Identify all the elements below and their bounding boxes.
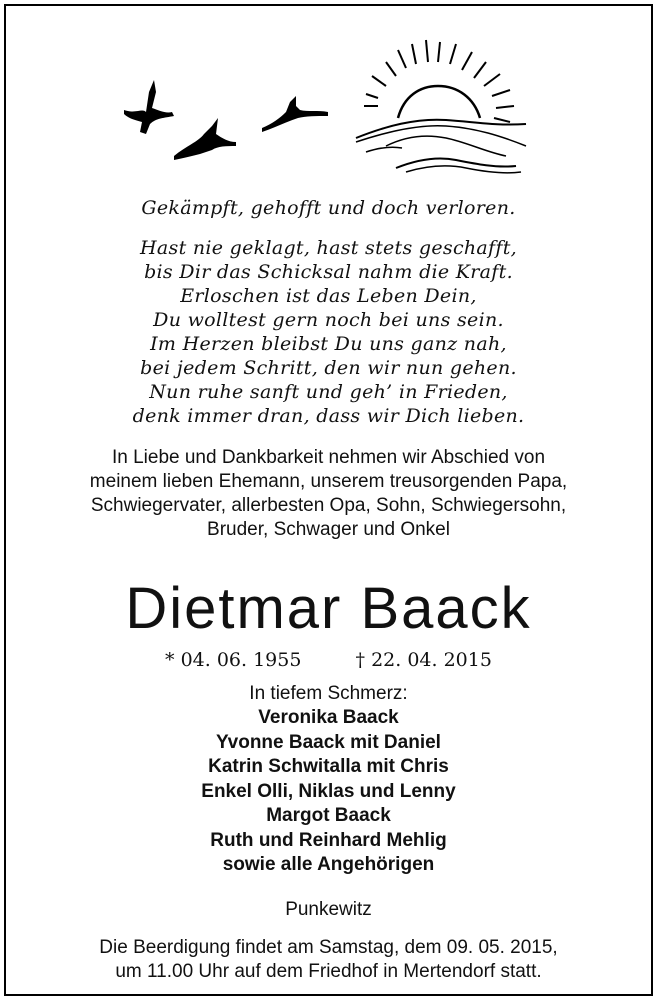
bird-icon [262,96,328,132]
poem-line: bis Dir das Schicksal nahm die Kraft. [144,261,513,283]
life-dates [6,648,651,672]
funeral-info [6,936,651,984]
mourner-name: Ruth und Reinhard Mehlig [210,829,447,851]
deceased-name: Dietmar Baack [125,576,532,641]
poem-opening-line: Gekämpft, gehofft und doch verloren. [141,197,516,219]
farewell-intro [6,446,651,542]
mourner-name: Margot Baack [266,805,391,826]
mourners-list [6,706,651,878]
obituary-notice [4,4,653,996]
poem-line: Nun ruhe sanft und geh’ in Frieden, [149,381,508,403]
poem-line: denk immer dran, dass wir Dich lieben. [132,405,525,427]
mourners-label: In tiefem Schmerz: [249,683,408,704]
poem-line: Du wolltest gern noch bei uns sein. [153,309,504,331]
mourner-name: Katrin Schwitalla mit Chris [208,756,449,777]
death-date: † 22. 04. 2015 [355,649,492,671]
intro-line: In Liebe und Dankbarkeit nehmen wir Abschied von [111,447,546,468]
header-illustration [6,6,651,196]
funeral-line: um 11.00 Uhr auf dem Friedhof in Mertendorf statt. [115,961,542,982]
bird-icon [174,118,236,160]
poem-line: bei jedem Schritt, den wir nun gehen. [140,357,517,379]
mourner-name: Yvonne Baack mit Daniel [216,731,441,753]
mourner-name: Veronika Baack [258,707,399,728]
hills-icon [356,120,526,173]
intro-line: meinem lieben Ehemann, unserem treusorgenden Papa, [89,471,568,492]
sun-icon [364,40,514,122]
poem-line: Im Herzen bleibst Du uns ganz nah, [150,333,507,355]
place-name: Punkewitz [285,899,372,920]
intro-line: Schwiegervater, allerbesten Opa, Sohn, Schwiegersohn, [90,495,567,516]
poem-line: Erloschen ist das Leben Dein, [180,285,477,307]
memorial-poem [6,196,651,428]
bird-icon [124,80,174,134]
poem-line: Hast nie geklagt, hast stets geschafft, [140,237,517,259]
mourner-name: sowie alle Angehörigen [222,854,435,875]
mourner-name: Enkel Olli, Niklas und Lenny [201,780,456,802]
birth-date: * 04. 06. 1955 [165,649,302,671]
intro-line: Bruder, Schwager und Onkel [207,519,450,540]
funeral-line: Die Beerdigung findet am Samstag, dem 09. 05. 2015, [99,937,558,958]
